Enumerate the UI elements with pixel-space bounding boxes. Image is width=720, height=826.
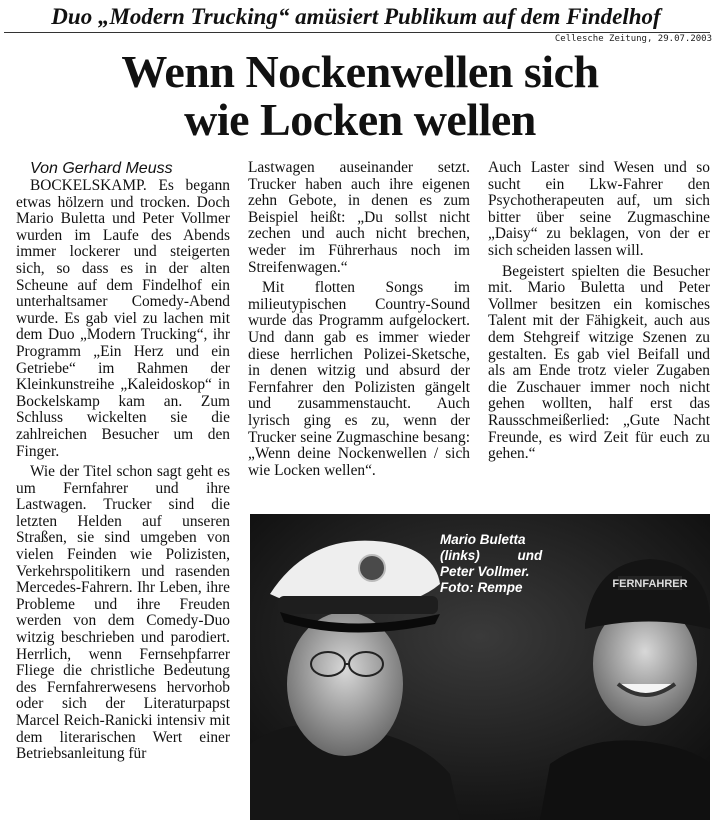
caption-line-1: Mario Buletta (440, 532, 526, 547)
caption-line-3: Peter Vollmer. (440, 564, 530, 579)
column-1 (16, 178, 230, 763)
kicker: Duo „Modern Trucking“ amüsiert Publikum auf dem Findelhof (51, 4, 661, 29)
cap-text: FERNFAHRER (612, 578, 688, 590)
paragraph: Mit flotten Songs im milieutypischen Country-Sound wurde das Programm aufgelockert. Und dann gab es immer wieder diese herrlichen Polizei-Sketsche, in denen witzig und absurd der Fernfahrer den Polizisten gängelt und zusammenstaucht. Auch lyrisch ging es zu, wenn der Trucker seine Zugmaschine besang: „Wenn deine Nockenwellen / sich wie Locken wellen“. (248, 279, 470, 479)
paragraph: Begeistert spielten die Besucher mit. Mario Buletta und Peter Vollmer besitzen ein komisches Talent mit der Fähigkeit, auch aus dem Stehgreif witzige Szenen zu gestalten. Es gab viel Beifall und als am Ende trotz vieler Zugaben die Zuschauer immer noch nicht gehen wollten, half erst das Rausschmeißerlied: „Gute Nacht Freunde, es wird Zeit für euch zu gehen.“ (488, 262, 710, 463)
caption-line-4: Foto: Rempe (440, 580, 523, 595)
caption-line-2: (links) und (440, 548, 543, 563)
headline (0, 48, 720, 144)
headline-line-2: wie Locken wellen (184, 94, 536, 145)
source-line: Cellesche Zeitung, 29.07.2003 (554, 34, 712, 44)
top-rule (4, 32, 710, 33)
photo (250, 514, 710, 820)
paragraph: Lastwagen auseinander setzt. Trucker haben auch ihre eigenen zehn Gebote, in denen es zum Beispiel heißt: „Du sollst nicht zechen und auch nicht brechen, weder im Führerhaus noch im Streifenwagen.“ (248, 159, 470, 276)
column-2 (248, 160, 470, 479)
headline-line-1: Wenn Nockenwellen sich (121, 46, 599, 97)
photo-caption (440, 532, 590, 596)
byline: Von Gerhard Meuss (30, 160, 173, 177)
paragraph: BOCKELSKAMP. Es begann etwas hölzern und trocken. Doch Mario Buletta und Peter Vollmer wurden im Laufe des Abends immer lockerer und steigerten sich, so dass es in der alten Scheune auf dem Findelhof ein unterhaltsamer Comedy-Abend wurde. Es gab viel zu lachen mit dem Duo „Modern Trucking“, ihr Programm „Ein Herz und ein Getriebe“ im Rahmen der Kleinkunstreihe „Kaleidoskop“ in Bockelskamp kam an. Zum Schluss wickelten sie die zahlreichen Besucher um den Finger. (16, 177, 230, 460)
paragraph: Wie der Titel schon sagt geht es um Fernfahrer und ihre Lastwagen. Trucker sind die letzten Helden auf unseren Straßen, sie sind umgeben von vielen Feinden wie Polizisten, Verkehrspolitikern und rasenden Mercedes-Fahrern. Ihr Leben, ihre Probleme und ihre Freuden werden von dem Comedy-Duo witzig beschrieben und parodiert. Herrlich, wenn Fernsehpfarrer Fliege die christliche Bedeutung des Fernfahrerwesens hervorhob oder sich der Literaturpapst Marcel Reich-Ranicki intensiv mit dem literarischen Wert einer Betriebsanleitung für (16, 463, 230, 763)
paragraph: Auch Laster sind Wesen und so sucht ein Lkw-Fahrer den Psychotherapeuten auf, um sich bitter über seine Zugmaschine „Daisy“ zu beklagen, von der er sich scheiden lassen will. (488, 159, 710, 259)
column-3 (488, 160, 710, 463)
